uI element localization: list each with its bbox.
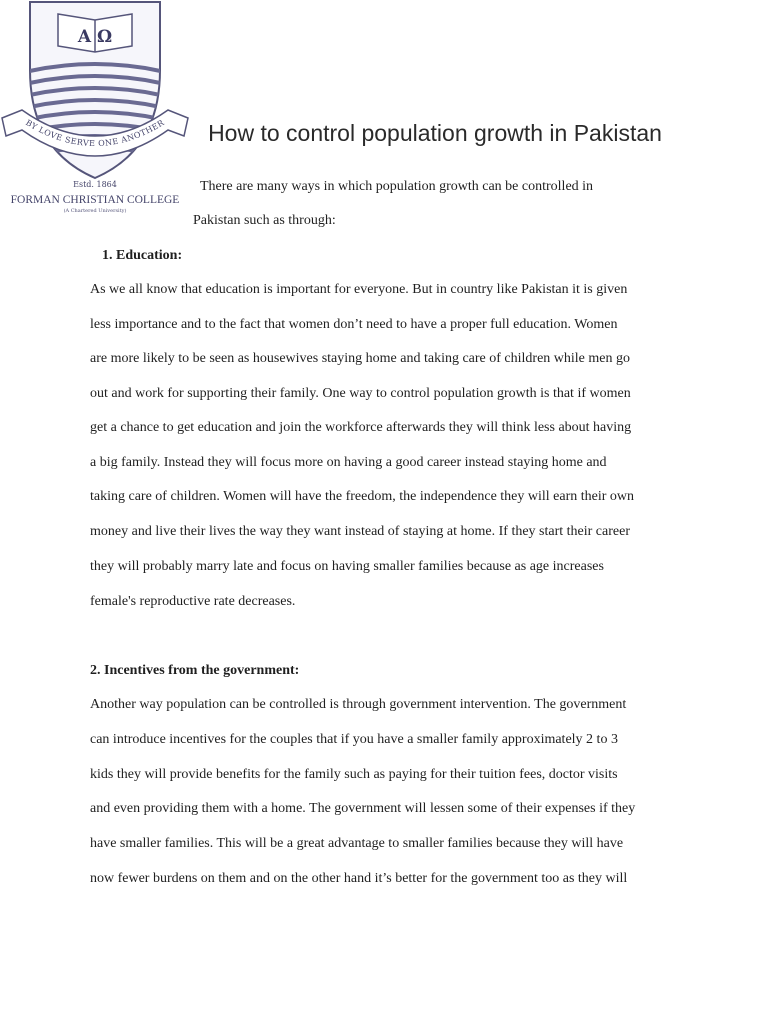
paragraph-line: kids they will provide benefits for the family such as paying for their tuition fees, doctor visits xyxy=(90,767,618,782)
college-logo xyxy=(0,0,190,215)
paragraph-line: now fewer burdens on them and on the other hand it’s better for the government too as they will xyxy=(90,871,628,886)
svg-text:Estd. 1864: Estd. 1864 xyxy=(73,180,117,189)
paragraph-line: Another way population can be controlled is through government intervention. The government xyxy=(90,697,627,712)
svg-text:A Ω: A Ω xyxy=(77,27,113,47)
intro-line: There are many ways in which population growth can be controlled in xyxy=(200,179,594,194)
paragraph-line: a big family. Instead they will focus more on having a good career instead staying home and xyxy=(90,455,607,470)
paragraph-line: less importance and to the fact that women don’t need to have a proper full education. Women xyxy=(90,317,618,332)
intro-line: Pakistan such as through: xyxy=(193,213,336,228)
paragraph-line: are more likely to be seen as housewives staying home and taking care of children while men go xyxy=(90,351,630,366)
svg-text:BY LOVE SERVE ONE ANOTHER: BY LOVE SERVE ONE ANOTHER xyxy=(24,118,166,149)
paragraph-line: money and live their lives the way they want instead of staying at home. If they start their career xyxy=(90,524,630,539)
paragraph-line: they will probably marry late and focus on having smaller families because as age increases xyxy=(90,559,604,574)
paragraph-line: get a chance to get education and join the workforce afterwards they will think less about having xyxy=(90,420,632,435)
section-heading-incentives: 2. Incentives from the government: xyxy=(90,663,300,678)
paragraph-line: have smaller families. This will be a great advantage to smaller families because they will have xyxy=(90,836,624,851)
paragraph-line: female's reproductive rate decreases. xyxy=(90,594,296,609)
paragraph-line: taking care of children. Women will have the freedom, the independence they will earn their own xyxy=(90,489,635,504)
section-heading-education: 1. Education: xyxy=(102,248,183,263)
paragraph-line: and even providing them with a home. The government will lessen some of their expenses if they xyxy=(90,801,636,816)
page-title: How to control population growth in Pakistan xyxy=(208,120,662,146)
paragraph-line: can introduce incentives for the couples that if you have a smaller family approximately 2 to 3 xyxy=(90,732,618,747)
paragraph-line: out and work for supporting their family. One way to control population growth is that if women xyxy=(90,386,631,401)
svg-text:FORMAN CHRISTIAN COLLEGE: FORMAN CHRISTIAN COLLEGE xyxy=(10,194,180,206)
paragraph-line: As we all know that education is important for everyone. But in country like Pakistan it is given xyxy=(90,282,628,297)
svg-text:(A Chartered University): (A Chartered University) xyxy=(63,208,127,214)
